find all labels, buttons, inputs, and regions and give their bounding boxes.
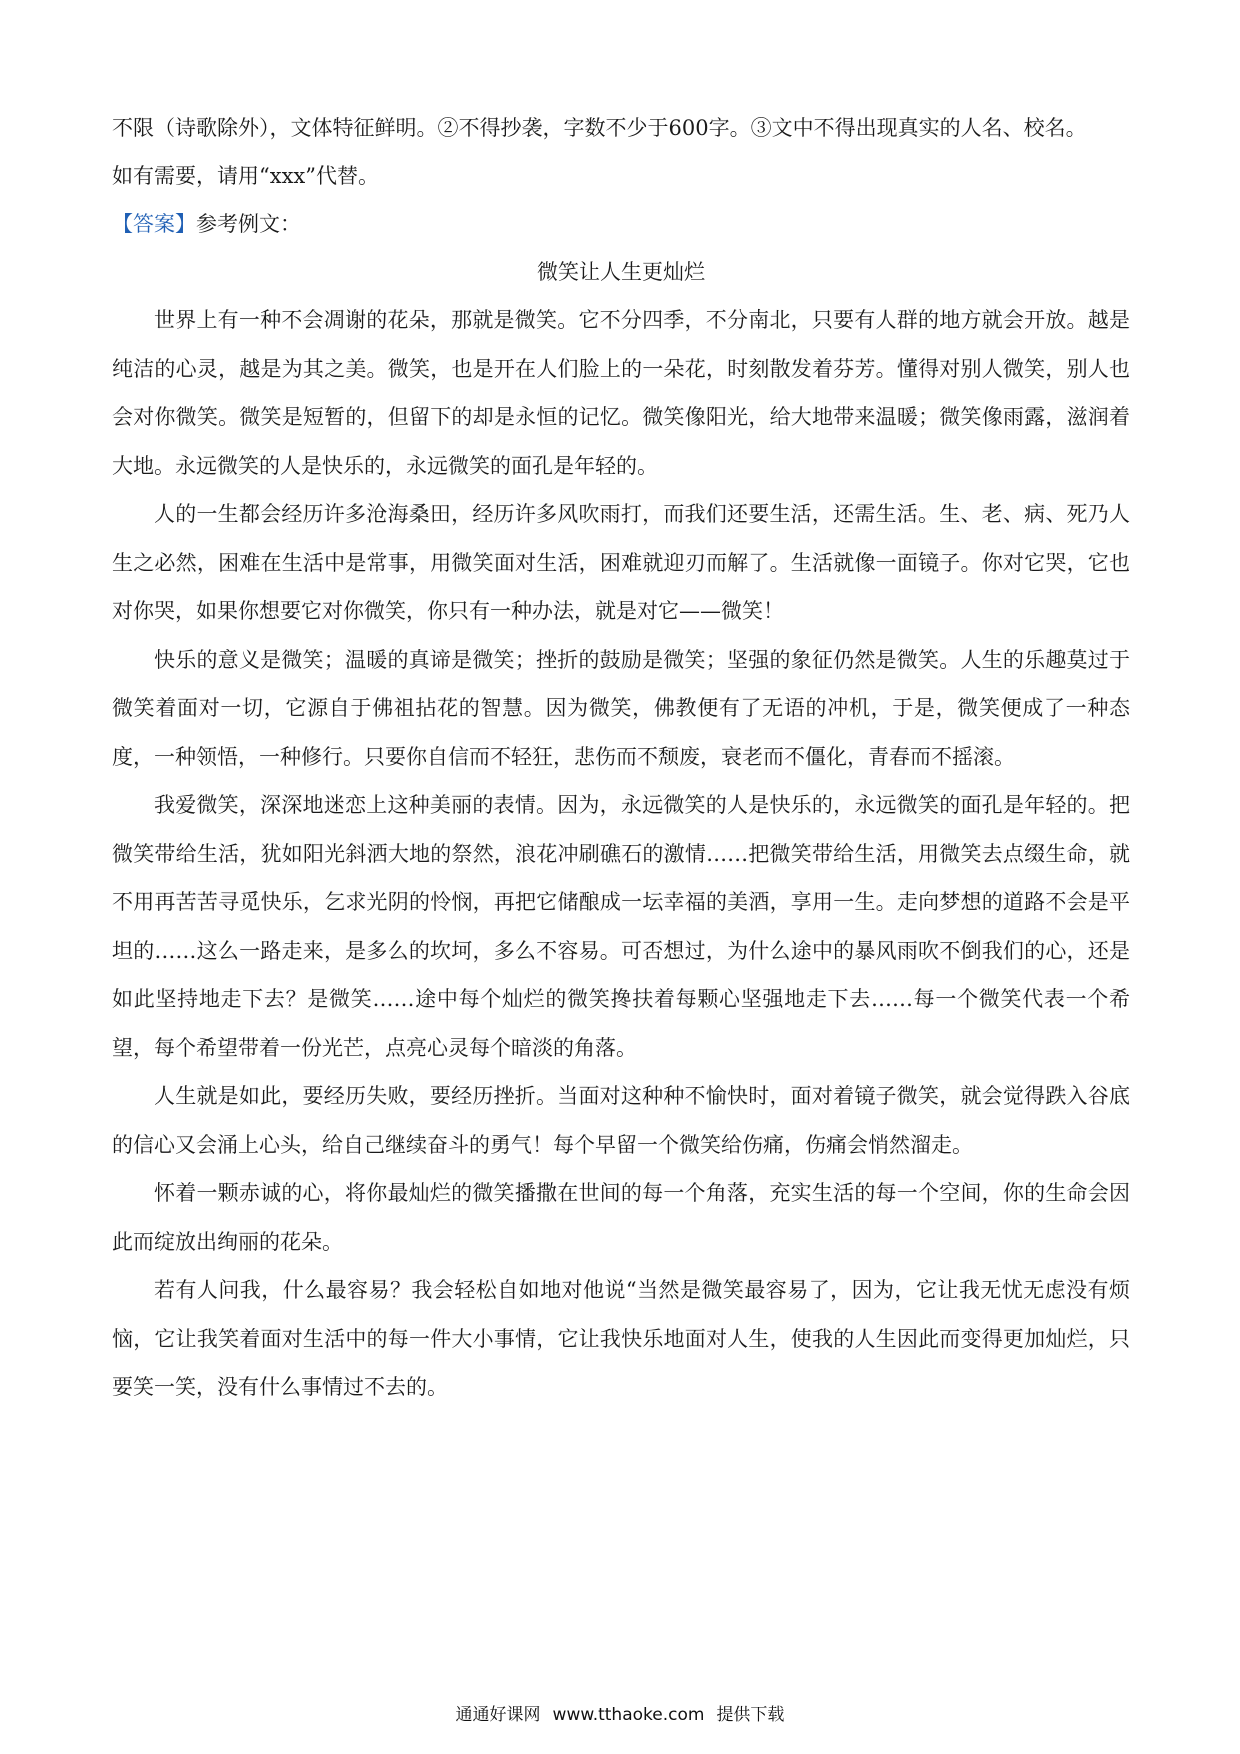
answer-tag: 【答案】 <box>112 212 196 236</box>
essay-paragraph-3: 快乐的意义是微笑；温暖的真谛是微笑；挫折的鼓励是微笑；坚强的象征仍然是微笑。人生的乐趣莫过于微笑着面对一切，它源自于佛祖拈花的智慧。因为微笑，佛教便有了无语的冲机，于是，微笑便成了一种态度，一种领悟，一种修行。只要你自信而不轻狂，悲伤而不颓废，衰老而不僵化，青春而不摇滚。 <box>112 647 1130 769</box>
essay-paragraph-7: 若有人问我，什么最容易？我会轻松自如地对他说“当然是微笑最容易了，因为，它让我无忧无虑没有烦恼，它让我笑着面对生活中的每一件大小事情，它让我快乐地面对人生，使我的人生因此而变得更加灿烂，只要笑一笑，没有什么事情过不去的。 <box>112 1278 1130 1399</box>
answer-label: 参考例文： <box>196 212 301 236</box>
footer-site-url[interactable]: www.tthaoke.com <box>552 1705 705 1725</box>
page-footer <box>0 1700 1240 1725</box>
answer-heading <box>112 200 1130 248</box>
essay-paragraph-2: 人的一生都会经历许多沧海桑田，经历许多风吹雨打，而我们还要生活，还需生活。生、老、病、死乃人生之必然，困难在生活中是常事，用微笑面对生活，困难就迎刃而解了。生活就像一面镜子。你对它哭，它也对你哭，如果你想要它对你微笑，你只有一种办法，就是对它——微笑！ <box>112 502 1130 623</box>
intro-line-1: 不限（诗歌除外），文体特征鲜明。②不得抄袭，字数不少于600字。③文中不得出现真实的人名、校名。 <box>112 116 1087 140</box>
intro-line-2: 如有需要，请用“xxx”代替。 <box>112 164 380 188</box>
essay-paragraph-6: 怀着一颗赤诚的心，将你最灿烂的微笑播撒在世间的每一个角落，充实生活的每一个空间，你的生命会因此而绽放出绚丽的花朵。 <box>112 1181 1130 1254</box>
essay-paragraph-1: 世界上有一种不会凋谢的花朵，那就是微笑。它不分四季，不分南北，只要有人群的地方就会开放。越是纯洁的心灵，越是为其之美。微笑，也是开在人们脸上的一朵花，时刻散发着芬芳。懂得对别人微笑，别人也会对你微笑。微笑是短暂的，但留下的却是永恒的记忆。微笑像阳光，给大地带来温暖；微笑像雨露，滋润着大地。永远微笑的人是快乐的，永远微笑的面孔是年轻的。 <box>112 308 1130 478</box>
footer-note: 提供下载 <box>716 1705 785 1725</box>
footer-site-name: 通通好课网 <box>455 1705 541 1725</box>
essay-paragraph-5: 人生就是如此，要经历失败，要经历挫折。当面对这种种不愉快时，面对着镜子微笑，就会觉得跌入谷底的信心又会涌上心头，给自己继续奋斗的勇气！每个早留一个微笑给伤痛，伤痛会悄然溜走。 <box>112 1084 1130 1157</box>
document-body <box>112 104 1130 1412</box>
essay-paragraph-4: 我爱微笑，深深地迷恋上这种美丽的表情。因为，永远微笑的人是快乐的，永远微笑的面孔是年轻的。把微笑带给生活，犹如阳光斜洒大地的祭然，浪花冲刷礁石的激情……把微笑带给生活，用微笑去点缀生命，就不用再苦苦寻觅快乐，乞求光阴的怜悯，再把它储酿成一坛幸福的美酒，享用一生。走向梦想的道路不会是平坦的……这么一路走来，是多么的坎坷，多么不容易。可否想过，为什么途中的暴风雨吹不倒我们的心，还是如此坚持地走下去？是微笑……途中每个灿烂的微笑搀扶着每颗心坚强地走下去……每一个微笑代表一个希望，每个希望带着一份光芒，点亮心灵每个暗淡的角落。 <box>112 793 1130 1060</box>
essay-title: 微笑让人生更灿烂 <box>537 260 705 284</box>
